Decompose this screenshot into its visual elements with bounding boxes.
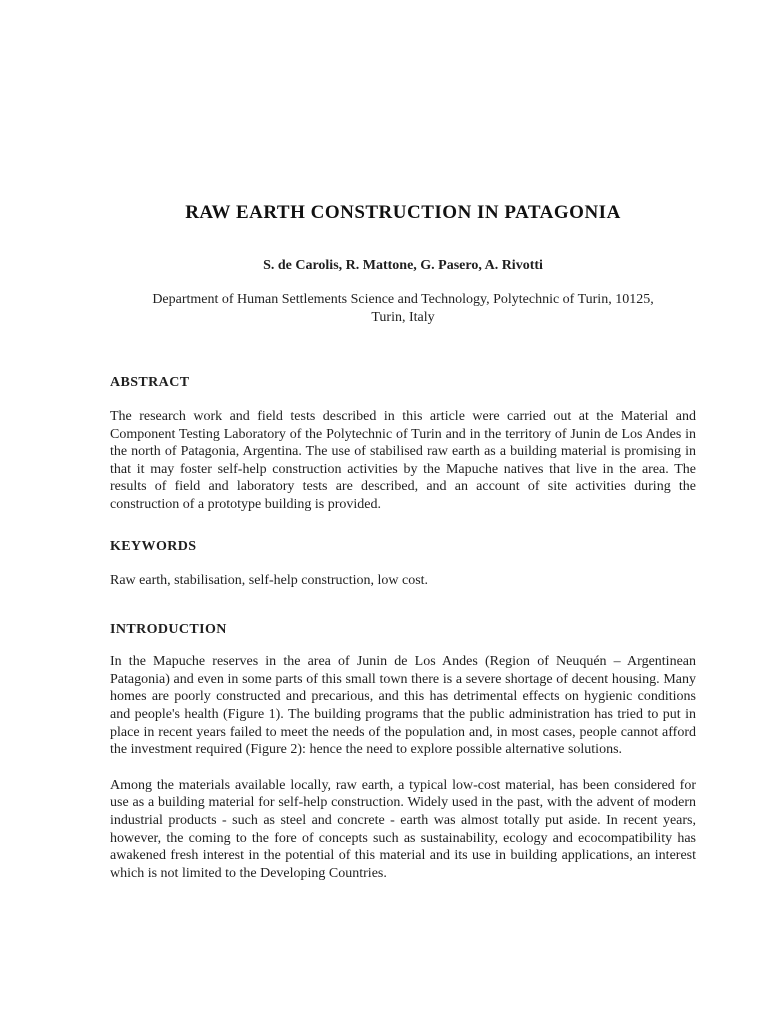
abstract-heading: ABSTRACT	[110, 375, 190, 390]
authors-line: S. de Carolis, R. Mattone, G. Pasero, A. Rivotti	[263, 258, 543, 273]
introduction-heading: INTRODUCTION	[110, 622, 227, 638]
affiliation-line-1: Department of Human Settlements Science and Technology, Polytechnic of Turin, 10125,	[152, 292, 654, 307]
intro-paragraph-1: In the Mapuche reserves in the area of Junin de Los Andes (Region of Neuquén – Argentinean Patagonia) and even in some parts of this small town there is a severe shortage of decent housing. Many homes are poorly constructed and precarious, and this has detrimental effects on hygienic conditions and people's health (Figure 1). The building programs that the public administration has tried to put in place in recent years failed to meet the needs of the population and, in most cases, people cannot afford the investment required (Figure 2): hence the need to explore possible alternative solutions.	[110, 654, 696, 758]
abstract-paragraph: The research work and field tests described in this article were carried out at the Material and Component Testing Laboratory of the Polytechnic of Turin and in the territory of Junin de Los Andes in the north of Patagonia, Argentina. The use of stabilised raw earth as a building material is promising in that it may foster self-help construction activities by the Mapuche natives that live in the area. The results of field and laboratory tests are described, and an account of site activities during the construction of a prototype building is provided.	[110, 409, 696, 512]
affiliation-block	[110, 291, 696, 326]
affiliation-line-2: Turin, Italy	[371, 309, 435, 325]
page-title: RAW EARTH CONSTRUCTION IN PATAGONIA	[185, 202, 621, 223]
text-column	[110, 0, 696, 882]
keywords-heading: KEYWORDS	[110, 538, 197, 554]
keywords-text: Raw earth, stabilisation, self-help construction, low cost.	[110, 572, 429, 588]
intro-paragraph-2: Among the materials available locally, raw earth, a typical low-cost material, has been considered for use as a building material for self-help construction. Widely used in the past, with the advent of modern industrial products - such as steel and concrete - earth was almost totally put aside. In recent years, however, the coming to the fore of concepts such as sustainability, ecology and ecocompatibility has awakened fresh interest in the potential of this material and its use in building applications, an interest which is not limited to the Developing Countries.	[110, 777, 696, 881]
